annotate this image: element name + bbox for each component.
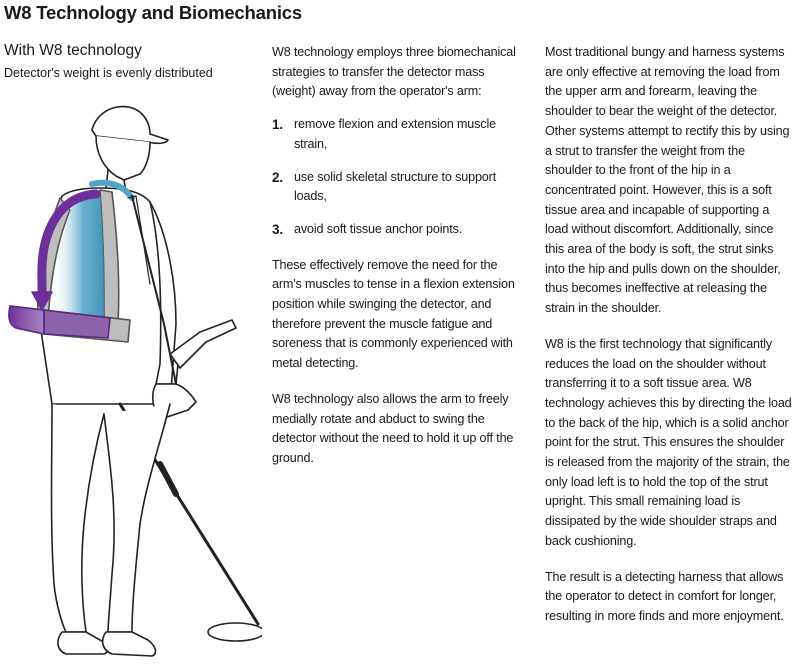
list-number: 2. — [272, 169, 283, 185]
list-item — [272, 220, 530, 240]
illustration-caption: Detector's weight is evenly distributed — [4, 66, 213, 80]
list-number: 3. — [272, 221, 283, 237]
list-number: 1. — [272, 117, 283, 133]
paragraph: Most traditional bungy and harness systems are only effective at removing the load from the upper arm and forearm, leaving the shoulder to bear the weight of the detector. Other systems attempt to rectify this by using a strut to transfer the weight from the shoulder to the front of the hip in a concentrated point. However, this is a soft tissue area and incapable of supporting a load without discomfort. Additionally, since this area of the body is soft, the strut sinks into the hip and pulls down on the shoulder, thus becomes ineffective at releasing the strain in the shoulder. — [545, 45, 790, 316]
page-title: W8 Technology and Biomechanics — [4, 2, 302, 23]
list-item — [272, 115, 530, 154]
column-middle — [272, 43, 530, 469]
list-text: use solid skeletal structure to support loads, — [294, 169, 497, 204]
paragraph: W8 is the first technology that significantly reduces the load on the shoulder without transferring it to a soft tissue area. W8 technology achieves this by directing the load to the back of the hip, which is a solid anchor point for the strut. This ensures the shoulder is released from the majority of the strain, the only load left is to hold the top of the strut upright. This small remaining load is dissipated by the wide shoulder straps and back cushioning. — [545, 336, 792, 548]
paragraph: W8 technology also allows the arm to freely medially rotate and abduct to swing the detector without the need to hold it up off the ground. — [272, 391, 514, 465]
illustration-heading: With W8 technology — [4, 42, 142, 59]
list-text: remove flexion and extension muscle strain, — [294, 117, 496, 151]
paragraph: These effectively remove the need for the arm's muscles to tense in a flexion extension position while swinging the detector, and therefore prevent the muscle fatigue and soreness that is commonly experienced with metal detecting. — [272, 257, 515, 371]
column-right — [545, 43, 795, 627]
paragraph: The result is a detecting harness that allows the operator to detect in comfort for longer, resulting in more finds and more enjoyment. — [545, 569, 784, 623]
list-item — [272, 168, 530, 207]
strategy-list — [272, 115, 530, 240]
person-metal-detecting-illustration — [0, 84, 262, 671]
intro-paragraph: W8 technology employs three biomechanical strategies to transfer the detector mass (weight) away from the operator's arm: — [272, 45, 516, 99]
list-text: avoid soft tissue anchor points. — [294, 221, 463, 236]
